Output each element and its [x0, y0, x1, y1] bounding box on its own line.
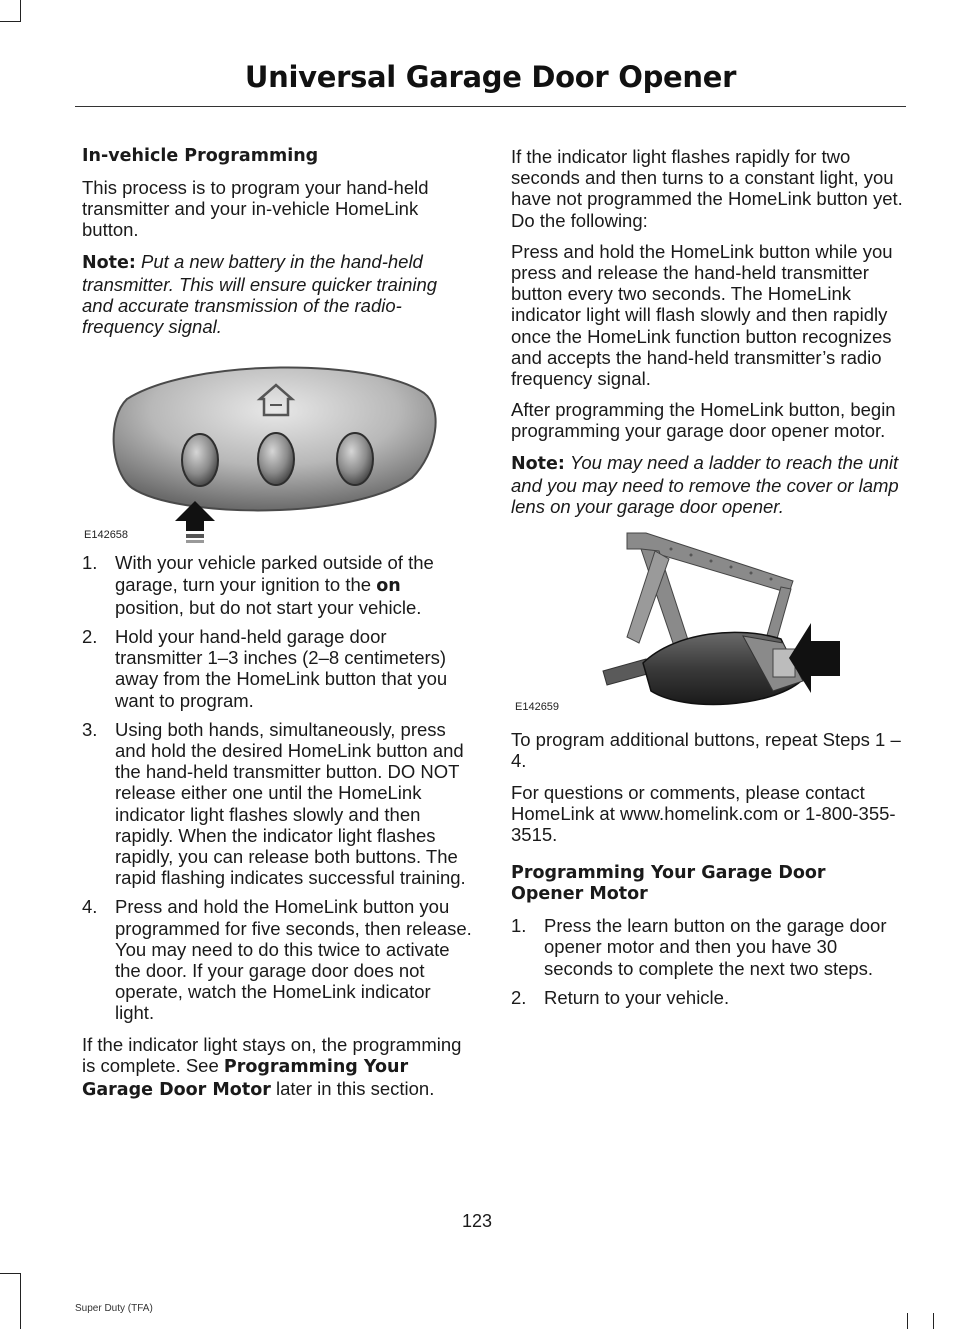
step-text: Hold your hand-held garage door transmitter 1–3 inches (2–8 centimeters) away from the HomeLink button that you want to program. [115, 626, 448, 711]
title-rule [75, 106, 906, 107]
crop-mark [20, 0, 21, 22]
section-heading: Programming Your Garage Door Opener Motor [511, 863, 826, 905]
paragraph: After programming the HomeLink button, begin programming your garage door opener motor. [511, 399, 896, 442]
step-text: position, but do not start your vehicle. [115, 596, 422, 618]
note-label: Note: [511, 453, 565, 474]
step-text: Press the learn button on the garage door opener motor and then you have 30 seconds to complete the next two steps. [544, 915, 887, 979]
step-text: Press and hold the HomeLink button you programmed for five seconds, then release. You may need to do this twice to activate the door. If your garage door does not operate, watch the HomeLink indicator light. [115, 896, 472, 1024]
step-number: 2. [511, 986, 527, 1008]
right-column [511, 146, 903, 1018]
list-item [82, 896, 472, 1023]
closing-text: If the indicator light stays on, the programming is complete. See [82, 1033, 462, 1076]
step-bold-text: on [376, 575, 401, 596]
crop-mark [0, 21, 21, 22]
step-number: 2. [82, 626, 98, 648]
paragraph: Press and hold the HomeLink button while you press and release the hand-held transmitter button every two seconds. The HomeLink indicator light will flash slowly and then rapidly once the HomeLink function button recognizes and accepts the hand-held transmitter’s radio frequency signal. [511, 240, 893, 390]
closing-text: later in this section. [270, 1078, 435, 1100]
left-column [82, 146, 472, 1111]
paragraph: If the indicator light flashes rapidly for two seconds and then turns to a constant light, you have not programmed the HomeLink button yet. Do the following: [511, 146, 903, 231]
figure-label: E142659 [515, 701, 560, 714]
step-text: Return to your vehicle. [544, 986, 730, 1008]
cross-reference: Programming Your Garage Door Motor [82, 1056, 409, 1101]
list-item [82, 719, 472, 889]
crop-mark [20, 1273, 21, 1329]
step-number: 4. [82, 896, 98, 918]
note-text: You may need a ladder to reach the unit and you may need to remove the cover or lamp lens on your garage door opener. [511, 451, 899, 518]
motor-steps [511, 915, 903, 1008]
note-text: Put a new battery in the hand-held transmitter. This will ensure quicker training and accurate transmission of the radio-frequency signal. [82, 250, 438, 338]
step-number: 1. [82, 552, 98, 574]
section-heading: In-vehicle Programming [82, 146, 319, 166]
page-title: Universal Garage Door Opener [244, 60, 737, 94]
step-text: Using both hands, simultaneously, press and hold the desired HomeLink button and the hand-held transmitter button. DO NOT release either one until the HomeLink indicator light flashes slowly and then rapidly. When the indicator light flashes rapidly, you can release both buttons. The rapid flashing indicates successful training. [115, 718, 466, 889]
note [82, 251, 472, 338]
list-item [511, 915, 903, 979]
programming-steps [82, 552, 472, 1023]
crop-mark [907, 1313, 908, 1329]
closing-paragraph [82, 1034, 472, 1102]
note [511, 452, 903, 518]
homelink-buttons-illustration [82, 353, 472, 546]
garage-opener-figure [511, 531, 903, 717]
contact-paragraph: For questions or comments, please contact HomeLink at www.homelink.com or 1-800-355-3515. [511, 781, 896, 846]
crop-mark [933, 1313, 934, 1329]
paragraph: To program additional buttons, repeat Steps 1 – 4. [511, 729, 901, 772]
step-text: With your vehicle parked outside of the garage, turn your ignition to the [115, 552, 434, 595]
intro-paragraph: This process is to program your hand-held transmitter and your in-vehicle HomeLink button. [82, 177, 429, 241]
step-number: 1. [511, 915, 527, 937]
footer-model: Super Duty (TFA) [75, 1303, 153, 1314]
list-item [82, 552, 472, 618]
homelink-buttons-figure [82, 353, 472, 546]
list-item [511, 987, 903, 1008]
note-label: Note: [82, 252, 136, 273]
crop-mark [0, 1273, 21, 1274]
garage-opener-illustration [511, 531, 903, 717]
figure-label: E142658 [84, 529, 129, 542]
step-number: 3. [82, 718, 98, 740]
list-item [82, 626, 472, 711]
page-number: 123 [461, 1211, 493, 1231]
